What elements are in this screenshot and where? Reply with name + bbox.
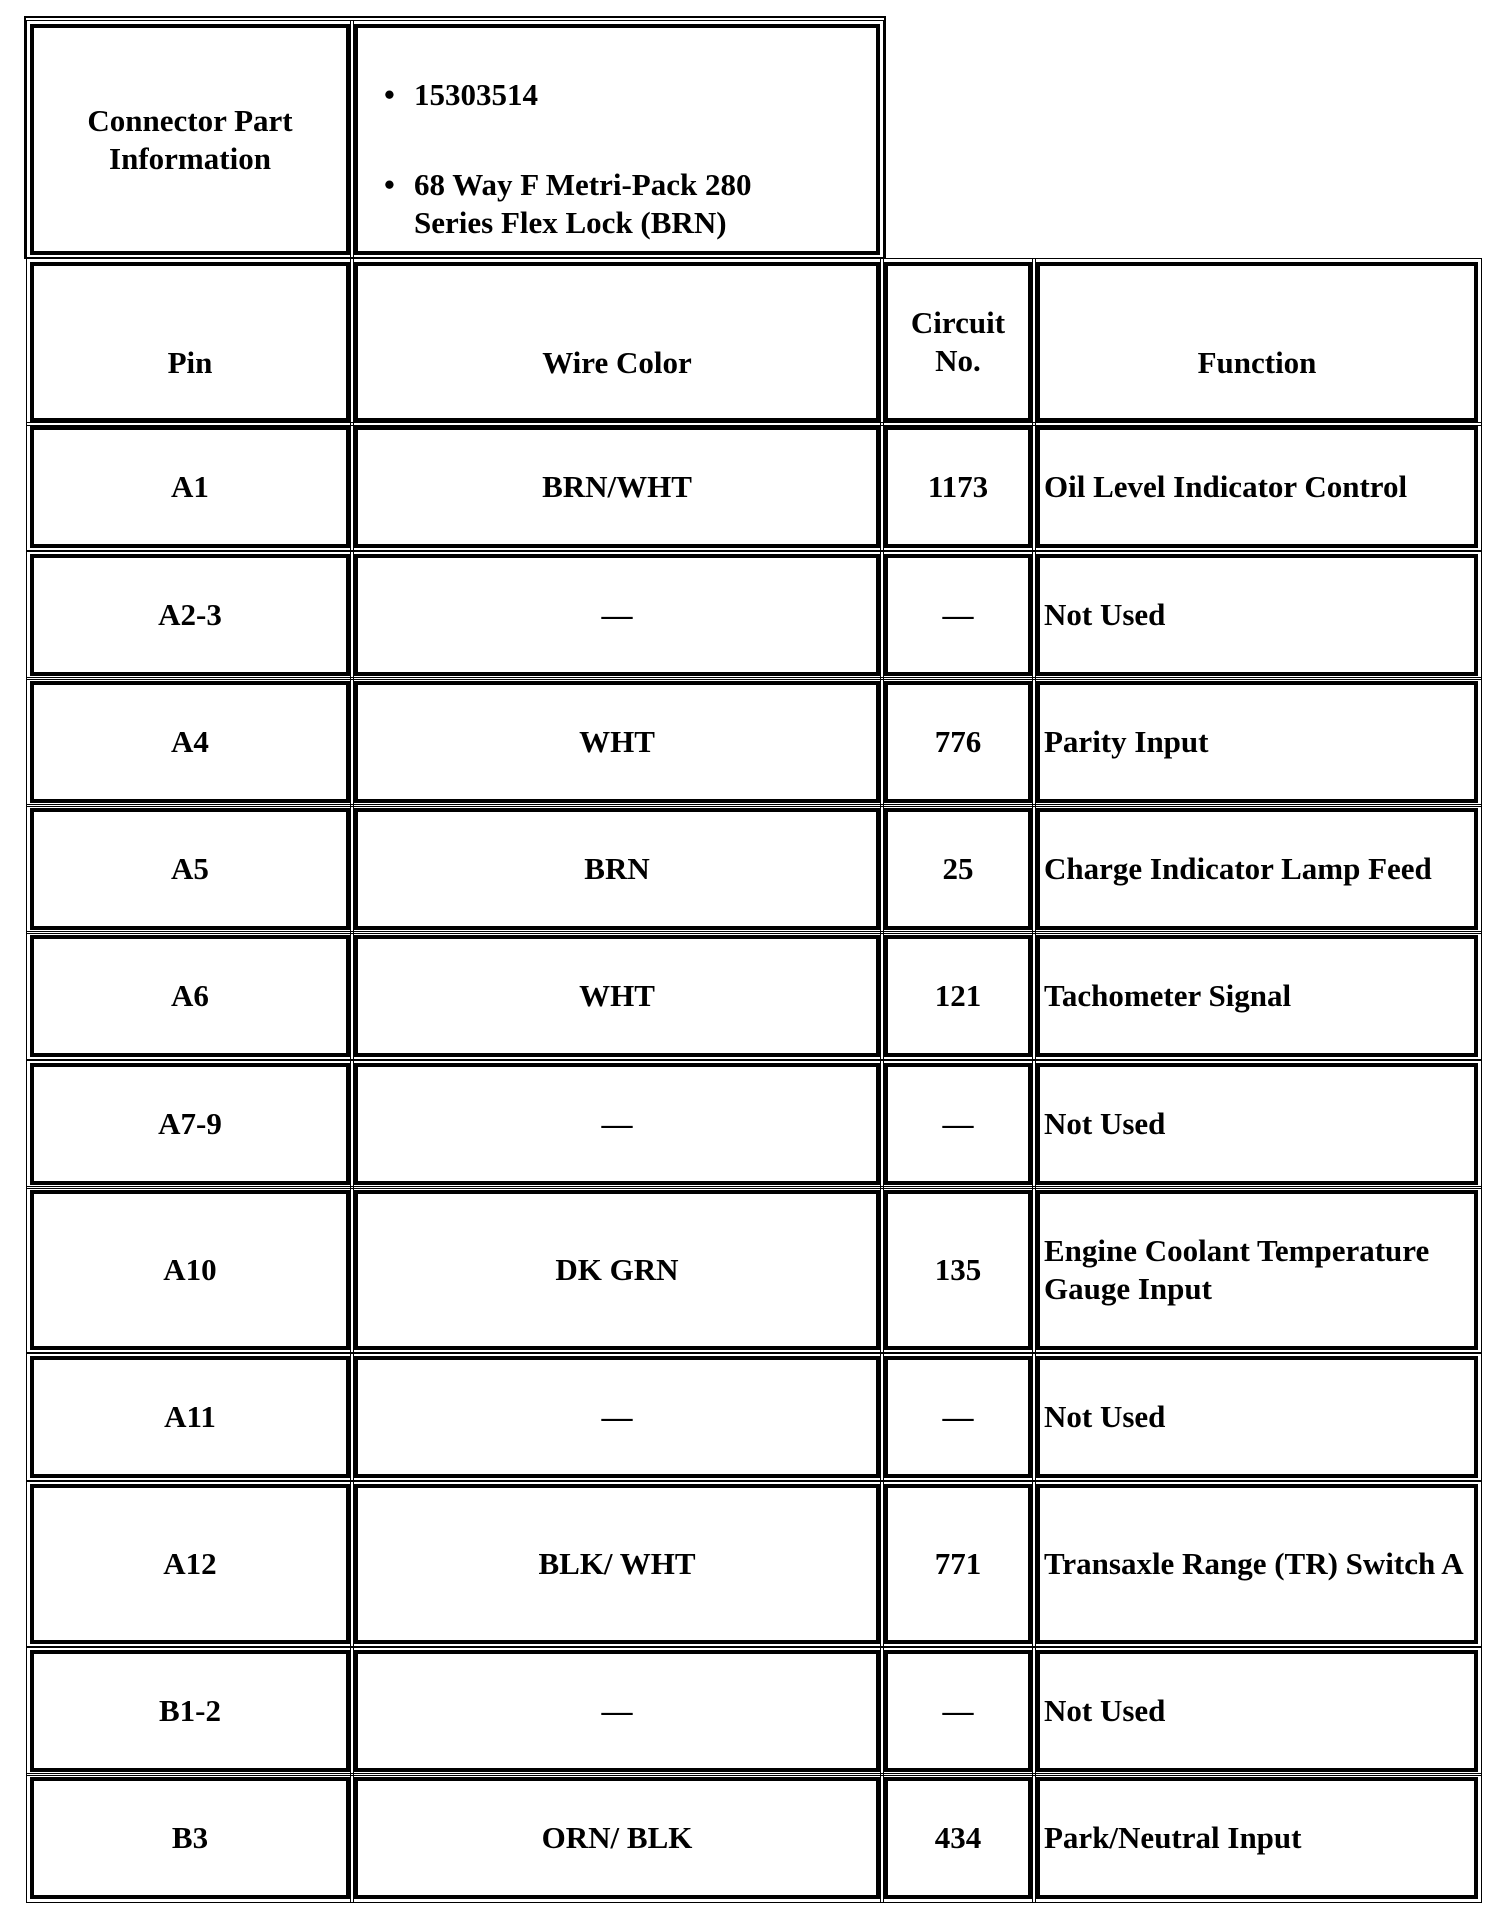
wire-color-cell: — (354, 1063, 880, 1185)
wire-color-cell: BLK/ WHT (354, 1484, 880, 1644)
bullet-icon: • (384, 77, 395, 112)
circuit-cell: — (884, 1650, 1032, 1772)
circuit-cell: 135 (884, 1190, 1032, 1350)
pin-cell: A6 (30, 935, 350, 1057)
circuit-cell: — (884, 554, 1032, 676)
circuit-cell: 776 (884, 681, 1032, 803)
wire-color-cell: BRN (354, 808, 880, 930)
connector-part-number: • 15303514 (384, 77, 538, 112)
pin-cell: A12 (30, 1484, 350, 1644)
pin-cell: B1-2 (30, 1650, 350, 1772)
pin-cell: A1 (30, 426, 350, 548)
function-cell: Park/Neutral Input (1036, 1777, 1478, 1899)
wire-color-cell: BRN/WHT (354, 426, 880, 548)
connector-info-label: Connector Part Information (30, 24, 350, 255)
pin-cell: A7-9 (30, 1063, 350, 1185)
wire-color-cell: WHT (354, 935, 880, 1057)
column-header-circuit-no: Circuit No. (884, 262, 1032, 422)
function-cell: Not Used (1036, 1650, 1478, 1772)
function-cell: Not Used (1036, 1063, 1478, 1185)
column-header-wire-color: Wire Color (354, 262, 880, 422)
column-header-pin: Pin (30, 262, 350, 422)
connector-info-values (354, 24, 880, 255)
pin-cell: B3 (30, 1777, 350, 1899)
function-cell: Transaxle Range (TR) Switch A (1036, 1484, 1478, 1644)
circuit-cell: 25 (884, 808, 1032, 930)
function-cell: Engine Coolant Temperature Gauge Input (1036, 1190, 1478, 1350)
wire-color-cell: WHT (354, 681, 880, 803)
connector-info-list (384, 76, 834, 242)
circuit-cell: 771 (884, 1484, 1032, 1644)
function-cell: Not Used (1036, 1356, 1478, 1478)
column-header-function: Function (1036, 262, 1478, 422)
pin-cell: A2-3 (30, 554, 350, 676)
wire-color-cell: — (354, 1356, 880, 1478)
pin-cell: A5 (30, 808, 350, 930)
circuit-cell: 121 (884, 935, 1032, 1057)
wire-color-cell: ORN/ BLK (354, 1777, 880, 1899)
circuit-cell: — (884, 1063, 1032, 1185)
pin-cell: A10 (30, 1190, 350, 1350)
bullet-icon: • (384, 167, 395, 202)
pin-cell: A11 (30, 1356, 350, 1478)
function-cell: Oil Level Indicator Control (1036, 426, 1478, 548)
circuit-cell: — (884, 1356, 1032, 1478)
circuit-cell: 1173 (884, 426, 1032, 548)
wire-color-cell: — (354, 1650, 880, 1772)
pin-cell: A4 (30, 681, 350, 803)
function-cell: Parity Input (1036, 681, 1478, 803)
function-cell: Not Used (1036, 554, 1478, 676)
circuit-cell: 434 (884, 1777, 1032, 1899)
wire-color-cell: — (354, 554, 880, 676)
connector-description: • 68 Way F Metri-Pack 280 Series Flex Lock (BRN) (384, 167, 752, 240)
wire-color-cell: DK GRN (354, 1190, 880, 1350)
function-cell: Charge Indicator Lamp Feed (1036, 808, 1478, 930)
function-cell: Tachometer Signal (1036, 935, 1478, 1057)
